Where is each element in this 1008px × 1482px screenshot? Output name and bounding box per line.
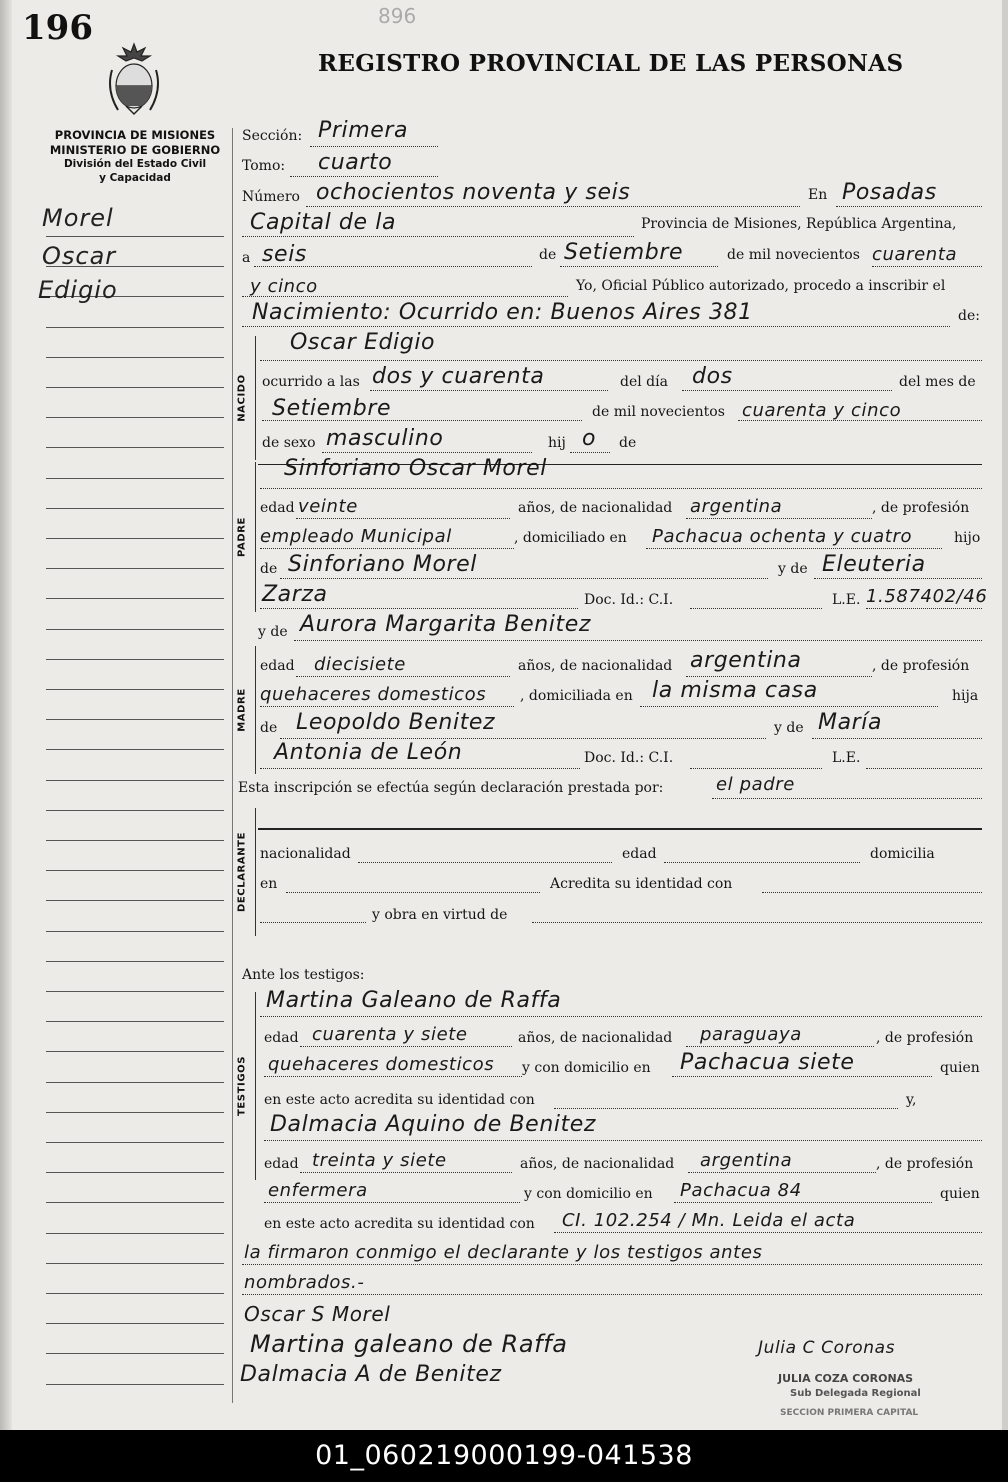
inscripcion-value: el padre <box>716 774 795 795</box>
declarante-tab-label: DECLARANTE <box>236 831 248 913</box>
testigo2-name: Dalmacia Aquino de Benitez <box>270 1112 597 1137</box>
madre-mother-line <box>812 738 982 739</box>
margin-ruled-line <box>46 629 224 630</box>
official-stamp <box>760 1370 950 1428</box>
madre-mother-name: María <box>818 710 883 735</box>
testigos-ante-label: Ante los testigos: <box>242 967 365 983</box>
madre-de-label: de <box>260 720 278 736</box>
coat-of-arms-icon <box>104 40 164 122</box>
nacido-name: Oscar Edigio <box>290 330 436 355</box>
closing-line-2 <box>242 1294 982 1295</box>
testigo2-quien-label: quien <box>940 1186 980 1202</box>
declarante-edad-line <box>664 862 860 863</box>
madre-nac-line <box>686 676 872 677</box>
testigo1-prof-line <box>264 1076 522 1077</box>
margin-ruled-line <box>46 1021 224 1022</box>
margin-first-name: Oscar <box>42 242 117 270</box>
margin-ruled-line <box>46 689 224 690</box>
madre-father-line <box>280 738 766 739</box>
madre-doc-label: Doc. Id.: C.I. <box>584 750 674 766</box>
oficial-text: Yo, Oficial Público autorizado, procedo a inscribir el <box>576 278 946 294</box>
madre-ci-line <box>690 768 822 769</box>
padre-nac-value: argentina <box>690 496 783 517</box>
margin-ruled-line <box>46 780 224 781</box>
testigo2-nac-label: años, de nacionalidad <box>520 1156 675 1172</box>
madre-prof-label: , de profesión <box>872 658 970 674</box>
padre-dom-line <box>646 548 942 549</box>
testigo2-dom: Pachacua 84 <box>680 1180 802 1201</box>
testigo2-edad-line <box>300 1172 512 1173</box>
padre-le-value: 1.587402/46 <box>866 586 988 607</box>
margin-ruled-line <box>46 1082 224 1083</box>
mes-label: del mes de <box>899 374 976 390</box>
declarante-acredita-line <box>762 892 982 893</box>
page-title: REGISTRO PROVINCIAL DE LAS PERSONAS <box>318 50 904 77</box>
nacimiento-line <box>242 326 950 327</box>
padre-prof-value: empleado Municipal <box>260 526 452 547</box>
madre-mother2-line <box>260 768 580 769</box>
testigo1-dom-line <box>672 1076 932 1077</box>
declarante-obra-pre-line <box>260 922 366 923</box>
margin-ruled-line <box>46 1323 224 1324</box>
testigo1-acredita-line <box>554 1108 898 1109</box>
issuing-organization <box>40 128 230 186</box>
testigos-bracket <box>255 992 256 1180</box>
madre-name: Aurora Margarita Benitez <box>300 612 592 637</box>
padre-yde-label: y de <box>778 561 808 577</box>
page-binding-edge <box>0 0 12 1430</box>
testigo1-prof-label: , de profesión <box>876 1030 974 1046</box>
nacido-tab <box>232 336 252 460</box>
margin-ruled-line <box>46 508 224 509</box>
en-label: En <box>808 187 828 203</box>
hora-line <box>370 390 608 391</box>
madre-dom-value: la misma casa <box>652 678 818 703</box>
date-mil-label: de mil novecientos <box>727 247 860 263</box>
margin-ruled-line <box>46 810 224 811</box>
madre-hija-label: hija <box>952 688 979 704</box>
stamp-line-1: JULIA COZA CORONAS <box>778 1372 914 1385</box>
margin-ruled-line <box>46 1353 224 1354</box>
testigo1-edad-label: edad <box>264 1030 299 1046</box>
testigos-tab <box>232 992 252 1180</box>
testigo2-edad: treinta y siete <box>312 1150 447 1171</box>
margin-ruled-line <box>46 961 224 962</box>
org-line-ministry: MINISTERIO DE GOBIERNO <box>49 143 221 158</box>
margin-ruled-line <box>46 749 224 750</box>
signature-declarant: Oscar S Morel <box>244 1302 391 1326</box>
madre-dom-label: , domiciliada en <box>520 688 633 704</box>
margin-ruled-line <box>46 387 224 388</box>
testigo1-nac-line <box>686 1046 874 1047</box>
padre-father-name: Sinforiano Morel <box>288 552 477 577</box>
margin-second-name: Edigio <box>38 276 118 304</box>
margin-ruled-line <box>46 357 224 358</box>
padre-prof-label: , de profesión <box>872 500 970 516</box>
closing-text-2: nombrados.- <box>244 1272 365 1293</box>
closing-line-1 <box>242 1264 982 1265</box>
declarante-bracket <box>255 808 256 936</box>
anio-value: cuarenta y cinco <box>742 400 902 421</box>
hij-de-label: de <box>619 435 637 451</box>
en-line <box>836 206 982 207</box>
margin-ruled-line <box>46 538 224 539</box>
tomo-label: Tomo: <box>242 158 286 174</box>
testigo1-edad: cuarenta y siete <box>312 1024 468 1045</box>
hora-value: dos y cuarenta <box>372 364 545 389</box>
numero-line <box>306 206 800 207</box>
nacimiento-value: Nacimiento: Ocurrido en: Buenos Aires 381 <box>252 300 753 325</box>
testigo2-acredita-label: en este acto acredita su identidad con <box>264 1216 535 1232</box>
tomo-value: cuarto <box>318 150 393 175</box>
testigo2-ci: CI. 102.254 / Mn. Leida el acta <box>562 1210 856 1231</box>
margin-ruled-line <box>46 719 224 720</box>
capital-value: Capital de la <box>250 210 397 235</box>
margin-ruled-line <box>46 931 224 932</box>
padre-mother-line <box>814 578 982 579</box>
stamp-line-2: Sub Delegada Regional <box>790 1388 921 1399</box>
padre-name: Sinforiano Oscar Morel <box>284 456 547 481</box>
date-year-line <box>872 266 982 267</box>
padre-hijo-label: hijo <box>954 530 981 546</box>
margin-surname: Morel <box>42 204 114 232</box>
scan-id-footer: 01_060219000199-041538 <box>0 1430 1008 1482</box>
testigo2-prof-label: , de profesión <box>876 1156 974 1172</box>
pencil-note: 896 <box>378 4 417 28</box>
padre-mother2-line <box>260 608 578 609</box>
testigo1-name: Martina Galeano de Raffa <box>266 988 562 1013</box>
declarante-obra-label: y obra en virtud de <box>372 907 508 923</box>
year-cont-value: y cinco <box>250 276 318 297</box>
declarante-obra-line <box>532 922 982 923</box>
capital-line <box>242 236 634 237</box>
padre-prof-line <box>260 548 514 549</box>
padre-bracket <box>255 462 256 612</box>
hij-label: hij <box>548 435 566 451</box>
madre-dom-line <box>640 706 938 707</box>
mes-value: Setiembre <box>272 396 392 421</box>
ocurrido-label: ocurrido a las <box>262 374 360 390</box>
declarante-nac-label: nacionalidad <box>260 846 351 862</box>
padre-nac-label: años, de nacionalidad <box>518 500 673 516</box>
testigo2-acredita-line <box>554 1232 982 1233</box>
page-right-edge <box>1002 0 1008 1430</box>
padre-tab-label: PADRE <box>236 517 248 557</box>
padre-de-label: de <box>260 561 278 577</box>
declarante-acredita-label: Acredita su identidad con <box>550 876 733 892</box>
stamp-line-3: SECCION PRIMERA CAPITAL <box>780 1408 919 1418</box>
madre-yde-label: y de <box>258 624 288 640</box>
margin-ruled-line <box>46 1172 224 1173</box>
testigo2-dom-label: y con domicilio en <box>524 1186 653 1202</box>
testigos-tab-label: TESTIGOS <box>236 1055 248 1117</box>
dia-value: dos <box>692 364 733 389</box>
margin-ruled-line <box>46 900 224 901</box>
margin-ruled-line <box>46 991 224 992</box>
en-value: Posadas <box>842 180 937 205</box>
sexo-value: masculino <box>326 426 444 451</box>
padre-mother-name: Eleuteria <box>822 552 926 577</box>
provincia-label: Provincia de Misiones, República Argentina, <box>641 216 957 232</box>
dia-label: del día <box>620 374 668 390</box>
madre-edad-label: edad <box>260 658 295 674</box>
margin-ruled-line <box>46 236 224 237</box>
testigo2-prof: enfermera <box>268 1180 368 1201</box>
numero-value: ochocientos noventa y seis <box>316 180 631 205</box>
padre-edad-line <box>296 518 510 519</box>
margin-ruled-line <box>46 1142 224 1143</box>
madre-name-line <box>294 640 982 641</box>
testigo1-y-label: y, <box>906 1092 917 1108</box>
testigo2-nac-line <box>688 1172 876 1173</box>
margin-ruled-line <box>46 417 224 418</box>
margin-ruled-line <box>46 659 224 660</box>
margin-ruled-line <box>46 598 224 599</box>
padre-doc-label: Doc. Id.: C.I. <box>584 592 674 608</box>
hij-value: o <box>582 426 597 451</box>
sexo-label: de sexo <box>262 435 316 451</box>
declarante-dom-label: domicilia <box>870 846 935 862</box>
madre-tab-label: MADRE <box>236 688 248 732</box>
date-year-value: cuarenta <box>872 244 958 265</box>
date-de-label: de <box>539 247 557 263</box>
margin-ruled-line <box>46 447 224 448</box>
declarante-en-line <box>286 892 540 893</box>
org-line-capacity: y Capacidad <box>99 172 171 185</box>
folio-number: 196 <box>22 8 93 48</box>
date-month-value: Setiembre <box>564 240 684 265</box>
testigo2-name-line <box>264 1140 982 1141</box>
declarante-nac-line <box>358 862 612 863</box>
madre-edad-value: diecisiete <box>314 654 406 675</box>
declarante-edad-label: edad <box>622 846 657 862</box>
testigo1-quien-label: quien <box>940 1060 980 1076</box>
padre-edad-label: edad <box>260 500 295 516</box>
declarante-tab <box>232 808 252 936</box>
madre-nac-label: años, de nacionalidad <box>518 658 673 674</box>
margin-ruled-line <box>46 478 224 479</box>
seccion-label: Sección: <box>242 128 303 144</box>
padre-dom-value: Pachacua ochenta y cuatro <box>652 526 913 547</box>
padre-mother-name-2: Zarza <box>262 582 328 607</box>
date-day-value: seis <box>262 242 307 267</box>
de-colon-label: de: <box>958 308 980 324</box>
closing-text-1: la firmaron conmigo el declarante y los testigos antes <box>244 1242 763 1263</box>
testigo2-edad-label: edad <box>264 1156 299 1172</box>
madre-nac-value: argentina <box>690 648 802 673</box>
testigo1-dom-label: y con domicilio en <box>522 1060 651 1076</box>
padre-nac-line <box>686 518 872 519</box>
date-month-line <box>560 266 718 267</box>
madre-mother-name-2: Antonia de León <box>274 740 463 765</box>
inscripcion-label: Esta inscripción se efectúa según declaración prestada por: <box>238 780 664 796</box>
margin-ruled-line <box>46 1112 224 1113</box>
testigo2-prof-line <box>264 1202 520 1203</box>
madre-bracket <box>255 646 256 774</box>
dia-line <box>682 390 892 391</box>
nacido-tab-label: NACIDO <box>236 374 248 422</box>
testigo1-nac-label: años, de nacionalidad <box>518 1030 673 1046</box>
padre-name-line <box>260 488 982 489</box>
madre-prof-value: quehaceres domesticos <box>260 684 487 705</box>
testigo1-prof: quehaceres domesticos <box>268 1054 495 1075</box>
madre-prof-line <box>260 706 514 707</box>
padre-dom-label: , domiciliado en <box>514 530 627 546</box>
margin-ruled-line <box>46 568 224 569</box>
org-line-province: PROVINCIA DE MISIONES <box>54 128 216 142</box>
testigo1-acredita-label: en este acto acredita su identidad con <box>264 1092 535 1108</box>
madre-tab <box>232 646 252 774</box>
margin-ruled-line <box>46 1202 224 1203</box>
seccion-line <box>310 146 438 147</box>
testigo1-edad-line <box>300 1046 512 1047</box>
org-line-division: División del Estado Civil <box>63 158 207 171</box>
testigo1-dom: Pachacua siete <box>680 1050 855 1075</box>
margin-ruled-line <box>46 840 224 841</box>
hij-line <box>570 452 610 453</box>
signature-witness-2: Dalmacia A de Benitez <box>240 1362 502 1387</box>
signature-witness-1: Martina galeano de Raffa <box>250 1330 568 1358</box>
margin-ruled-line <box>46 870 224 871</box>
margin-ruled-line <box>46 1384 224 1385</box>
declarante-en-label: en <box>260 876 278 892</box>
testigo2-dom-line <box>674 1202 932 1203</box>
padre-le-line <box>866 608 982 609</box>
padre-edad-value: veinte <box>298 496 358 517</box>
margin-ruled-line <box>46 1293 224 1294</box>
madre-yde2-label: y de <box>774 720 804 736</box>
margin-ruled-line <box>46 1233 224 1234</box>
tomo-line <box>290 176 438 177</box>
nacido-mil-label: de mil novecientos <box>592 404 725 420</box>
margin-ruled-line <box>46 1051 224 1052</box>
testigo1-nac: paraguaya <box>700 1024 802 1045</box>
declarante-name-rule <box>258 828 982 830</box>
nacido-bracket <box>255 336 256 460</box>
sexo-line <box>322 452 532 453</box>
date-a-label: a <box>242 250 251 266</box>
padre-father-line <box>280 578 768 579</box>
testigo1-name-line <box>260 1016 982 1017</box>
madre-edad-line <box>296 676 510 677</box>
padre-le-label: L.E. <box>832 592 861 608</box>
testigo2-nac: argentina <box>700 1150 793 1171</box>
signature-officer: Julia C Coronas <box>758 1338 896 1358</box>
padre-tab <box>232 462 252 612</box>
numero-label: Número <box>242 189 300 205</box>
seccion-value: Primera <box>318 118 409 143</box>
margin-ruled-line <box>46 327 224 328</box>
madre-le-line <box>866 768 982 769</box>
madre-father-name: Leopoldo Benitez <box>296 710 496 735</box>
nacido-name-line <box>260 360 982 361</box>
inscripcion-line <box>712 798 982 799</box>
margin-ruled-line <box>46 1263 224 1264</box>
madre-le-label: L.E. <box>832 750 861 766</box>
padre-ci-line <box>690 608 822 609</box>
